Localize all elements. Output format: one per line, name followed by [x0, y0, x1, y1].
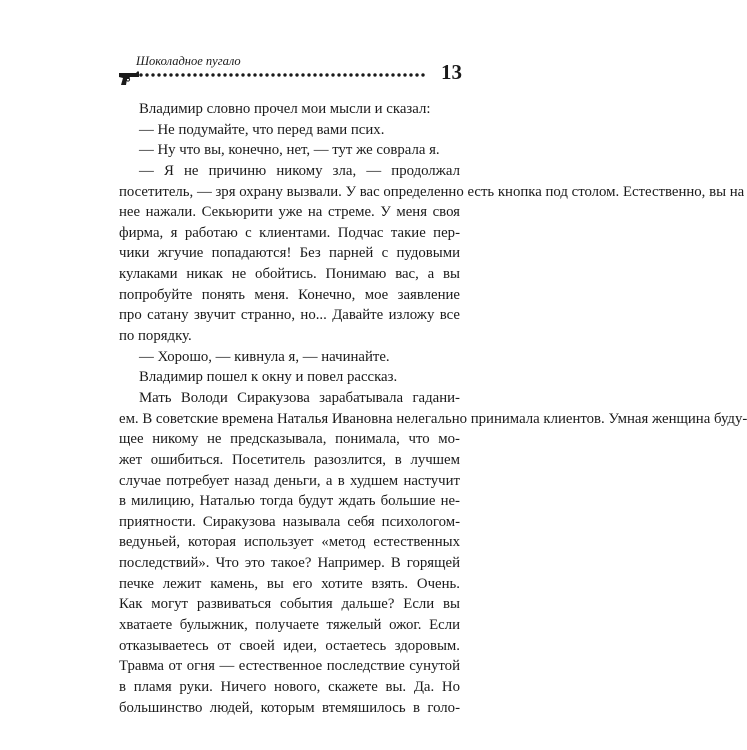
text-line: Владимир пошел к окну и повел рассказ. [139, 369, 398, 386]
text-line: щее никому не предсказывала, понимала, что мо- [119, 431, 460, 448]
text-line: Мать Володи Сиракузова зарабатывала гадани- [139, 389, 460, 406]
text-line: хватаете булыжник, получаете тяжелый ожог. Если [119, 617, 460, 634]
text-line: отказываетесь от своей идеи, остаетесь здоровым. [119, 637, 460, 654]
running-header [118, 52, 462, 92]
text-line: кулаками никак не обойтись. Понимаю вас, а вы [119, 266, 460, 283]
text-line: в пламя руки. Ничего нового, скажете вы. Да. Но [119, 678, 460, 695]
text-line: по порядку. [119, 328, 192, 345]
text-line: попробуйте понять меня. Конечно, мое заявление [119, 286, 460, 303]
dot-leader [138, 72, 426, 78]
text-line: случае потребует назад деньги, а в худшем настучит [119, 472, 460, 489]
text-line: — Хорошо, — кивнула я, — начинайте. [139, 348, 390, 365]
text-line: чики жгучие попадаются! Без парней с пудовыми [119, 245, 460, 262]
text-line: — Я не причиню никому зла, — продолжал [139, 162, 460, 179]
text-line: Как могут развиваться события дальше? Если вы [119, 596, 460, 613]
text-line: жет ошибиться. Посетитель разозлится, в лучшем [119, 451, 460, 468]
body-text [119, 99, 747, 718]
text-line: печке лежит камень, вы его хотите взять. Очень. [119, 575, 460, 592]
text-line: в милицию, Наталью тогда будут ждать большие не- [119, 493, 460, 510]
text-line: Владимир словно прочел мои мысли и сказал: [139, 101, 431, 117]
text-line: фирма, я работаю с клиентами. Подчас такие пер- [119, 224, 460, 241]
pistol-icon [118, 68, 140, 88]
text-line: про сатану звучит странно, но... Давайте изложу все [119, 307, 460, 324]
text-line: большинство людей, которым втемяшилось в голо- [119, 699, 460, 716]
text-line: ведуньей, которая использует «метод естественных [119, 534, 460, 551]
text-line: — Ну что вы, конечно, нет, — тут же соврала я. [139, 142, 440, 159]
text-line: посетитель, — зря охрану вызвали. У вас определенно есть кнопка под столом. Естественно, вы на [119, 183, 745, 200]
text-line: приятности. Сиракузова называла себя психологом- [119, 513, 460, 530]
text-line: Травма от огня — естественное последствие сунутой [119, 658, 460, 675]
text-line: — Не подумайте, что перед вами псих. [139, 121, 385, 138]
text-line: нее нажали. Секьюрити уже на стреме. У меня своя [119, 204, 460, 221]
page-number: 13 [441, 60, 462, 84]
text-line: последствий». Что это такое? Например. В горящей [119, 555, 460, 572]
running-title: Шоколадное пугало [136, 54, 241, 68]
text-line: ем. В советские времена Наталья Ивановна нелегально принимала клиентов. Умная женщина буду- [119, 410, 747, 427]
